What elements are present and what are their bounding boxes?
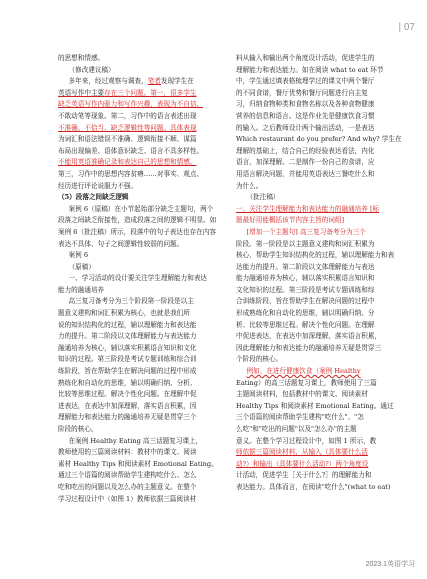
- text-line: 合训练阶段，旨在帮助学生在解决问题的过程中: [236, 297, 375, 306]
- text-line: 练阶段，旨在帮助学生在解决问题的过程中形成: [58, 367, 197, 376]
- text-span: 发现学生在: [160, 77, 194, 86]
- text-line: 吃和吃出的问题以及怎么办的主题意义。在整个: [58, 482, 197, 491]
- text-line: 力的提升。第二阶段以文体理解能力与表达能力: [58, 332, 197, 341]
- text-line: 中，学生通过填表格梳理学过的课文中两个餐厅: [236, 77, 375, 86]
- text-line: 文化知识的过程。第三阶段是考试专题训练和综: [236, 285, 375, 294]
- text-line: 第三，习作中的思想内容贫瘠……对事实、观点、: [58, 169, 204, 178]
- text-line: 达能力的提升。第二阶段以文体理解能力与表达: [236, 262, 375, 271]
- text-line: 能力融通培养为核心，辅以落实积累语言知识和: [236, 274, 375, 283]
- text-line: Eating）的高三话题复习课上，教师使用了三篇: [236, 378, 377, 387]
- text-line: 教师使用的三篇阅读材料：教材中的课文、阅读: [58, 448, 197, 457]
- text-line: 在案例 Healthy Eating 高三话题复习课上，: [68, 436, 203, 445]
- text-line: 料从输入和输出两个角度设计活动，促进学生的: [236, 54, 375, 62]
- page-footer: 2023.1英语学习: [365, 561, 415, 568]
- page-number-text: 07: [403, 22, 415, 33]
- text-line: 语言，加深理解。二是制作一份自己的食谱，应: [236, 158, 375, 167]
- text-line: 主题阅读材料，包括教材中的课文、阅读素材: [236, 390, 368, 399]
- text-line: 理解的基础上，结合自己的经验表达看法，内化: [236, 146, 375, 155]
- text-line: Healthy Tips 和阅读素材 Emotional Eating。通过: [236, 401, 394, 410]
- text-line: 说的知识结构化的过程，辅以理解能力和表达能: [58, 320, 197, 329]
- case-label: 案例 6: [68, 251, 89, 260]
- text-line: 用语言解决问题，并能用英语表达三餐吃什么和: [236, 169, 375, 178]
- annotated-line: 不能用英语准确记录和表达自己的思想和情感。: [58, 158, 197, 167]
- text-line: 为词汇和语法错误不准确、逻辑衔接不顺、谋篇: [58, 135, 197, 144]
- text-line: 个阶段的核心。: [236, 355, 283, 364]
- text-line: 高三复习备考分为三个阶段第一阶段是以主: [68, 297, 194, 306]
- text-line: Which restaurant do you prefer? And why? 学生在: [236, 135, 402, 144]
- revised-label: （修改建议稿）: [68, 65, 115, 74]
- annotated-span: 英语写作中主要: [58, 88, 105, 97]
- text-line: 一、学习活动的设计要关注学生理解能力和表达: [68, 274, 208, 283]
- text-line: 通过三个语篇的阅读帮助学生建构吃什么、怎么: [58, 471, 197, 480]
- annotated-line: 缺乏英语写作内驱力和写作兴趣，表现为不自信、: [58, 100, 204, 109]
- text-line: 段落之间缺乏衔接性，造成段落之间的逻辑不明显。如: [58, 216, 217, 225]
- annotation-comment: 题最好用能概括该节内容主旨的词组]: [236, 216, 345, 225]
- original-label: （原稿）: [68, 262, 95, 271]
- text-line: 案例 6（原稿）在小节起始部分缺乏主题句，两个: [68, 204, 214, 213]
- text-line: 知识的过程。第三阶段是考试专题训练和综合训: [58, 355, 197, 364]
- text-line: 析、比较等思维过程。解决个性化问题。在理解: [236, 320, 375, 329]
- annotated-span: 笔者: [147, 77, 161, 86]
- annotated-line: 动?）和输出（具体要什么活动?）两个角度设: [236, 459, 369, 468]
- text-line: 因此理解能力和表达能力的融通培养无疑是贯穿三: [236, 343, 382, 352]
- text-line: 素材 Healthy Tips 和阅读素材 Emotional Eating。: [58, 459, 218, 468]
- annotated-heading: 一、关注学生理解能力和表达能力的融通培养 [标: [236, 204, 380, 213]
- text-line: 理解能力和表达能力的融通培养无疑是贯穿三个: [58, 413, 197, 422]
- text-line: 不敢动笔等现象。第二，习作中的语言表述出现: [58, 111, 197, 120]
- text-line: 理解能力和表达能力。如在阅读 what to eat 环节: [236, 65, 384, 74]
- text-span: 多年来，经过观察与调查，: [68, 77, 148, 86]
- text-line: [58, 88, 228, 100]
- text-line: 营养的信息和语言。这是作业先是健康饮食习惯: [236, 111, 375, 120]
- section-heading: （5）段落之间缺乏逻辑: [58, 193, 129, 202]
- text-line: 比较等思维过程。解决个性化问题。在理解中促: [58, 390, 197, 399]
- annotated-label: （批注稿）: [246, 193, 280, 202]
- text-line: 中促进表达，在表达中加深理解，落实语言积累，: [236, 332, 382, 341]
- text-line: 么吃"和"吃出的问题"以及"怎么办"的主题: [236, 425, 357, 433]
- text-line: 表达能力。具体而言，在阅读"吃什么"(what to eat): [236, 482, 391, 491]
- left-column: [58, 53, 228, 505]
- text-line: 熟练化和自动化的思维，辅以明确归纳、分析、: [58, 378, 197, 387]
- text-line: 计活动，促进学生［关于什么?］的理解能力和: [236, 471, 372, 480]
- text-line: 形成熟练化和自动化的思维，辅以明确归纳、分: [236, 309, 375, 318]
- text-line: 的输入。之后教师设计两个输出活动，一是表达: [236, 123, 375, 132]
- text-line: 核心，帮助学生知识结构化的过程，辅以理解能力和表: [236, 251, 395, 260]
- text-line: 的思想和情感。: [58, 54, 105, 62]
- text-line: 意义。在整个学习过程设计中，如图 1 所示，教: [236, 436, 377, 445]
- annotated-line: 师依据三篇阅读材料，从输入（具体要什么活: [236, 448, 368, 457]
- text-line: 题意义建构和词汇积累为核心，也就是我们所: [58, 309, 190, 318]
- text-line: 能力的融通培养: [58, 285, 105, 294]
- text-line: 习，归纳食物种类和食物名称以及各种食物健康: [236, 100, 375, 109]
- text-line: 进表达，在表达中加深理解，落实语言积累，因: [58, 401, 197, 410]
- annotated-line: 例如，在进行健康饮食（案例 Healthy: [246, 367, 361, 376]
- text-line: [58, 76, 228, 88]
- annotation-comment: [增加一个主题句] 高三复习备考分为三个: [246, 227, 366, 236]
- text-line: 表达不具体、句子之间逻辑性较弱的问题。: [58, 239, 184, 248]
- text-line: 案例 6（批注稿）所示，段落中的句子表达也存在内容: [58, 227, 216, 236]
- annotated-span: 存在三个问题。第一，很多学生: [104, 88, 197, 97]
- text-line: 经历进行评论说服力不强。: [58, 181, 138, 190]
- text-line: 阶段。第一阶段是以主题意义建构和词汇积累为: [236, 239, 375, 248]
- text-line: 布局出现偏差、语体意识缺乏、语言不具多样性。: [58, 146, 204, 155]
- annotated-line: 不准确、不恰当、缺乏逻辑性等问题。具体表现: [58, 123, 197, 132]
- text-line: 融通培养为核心，辅以落实积累语言知识和文化: [58, 343, 197, 352]
- text-line: 阶段的核心。: [58, 425, 98, 433]
- page-number: | 07: [398, 22, 415, 33]
- right-column: [236, 53, 406, 494]
- text-line: 为什么。: [236, 181, 263, 190]
- text-line: 的不同食谱，餐厅优势和餐厅问题进行自主复: [236, 88, 368, 97]
- text-line: 三个语篇的阅读帮助学生建构"吃什么"、"怎: [236, 413, 364, 422]
- text-line: 学习过程设计中（如图 1）教师依据三篇阅读材: [58, 494, 197, 503]
